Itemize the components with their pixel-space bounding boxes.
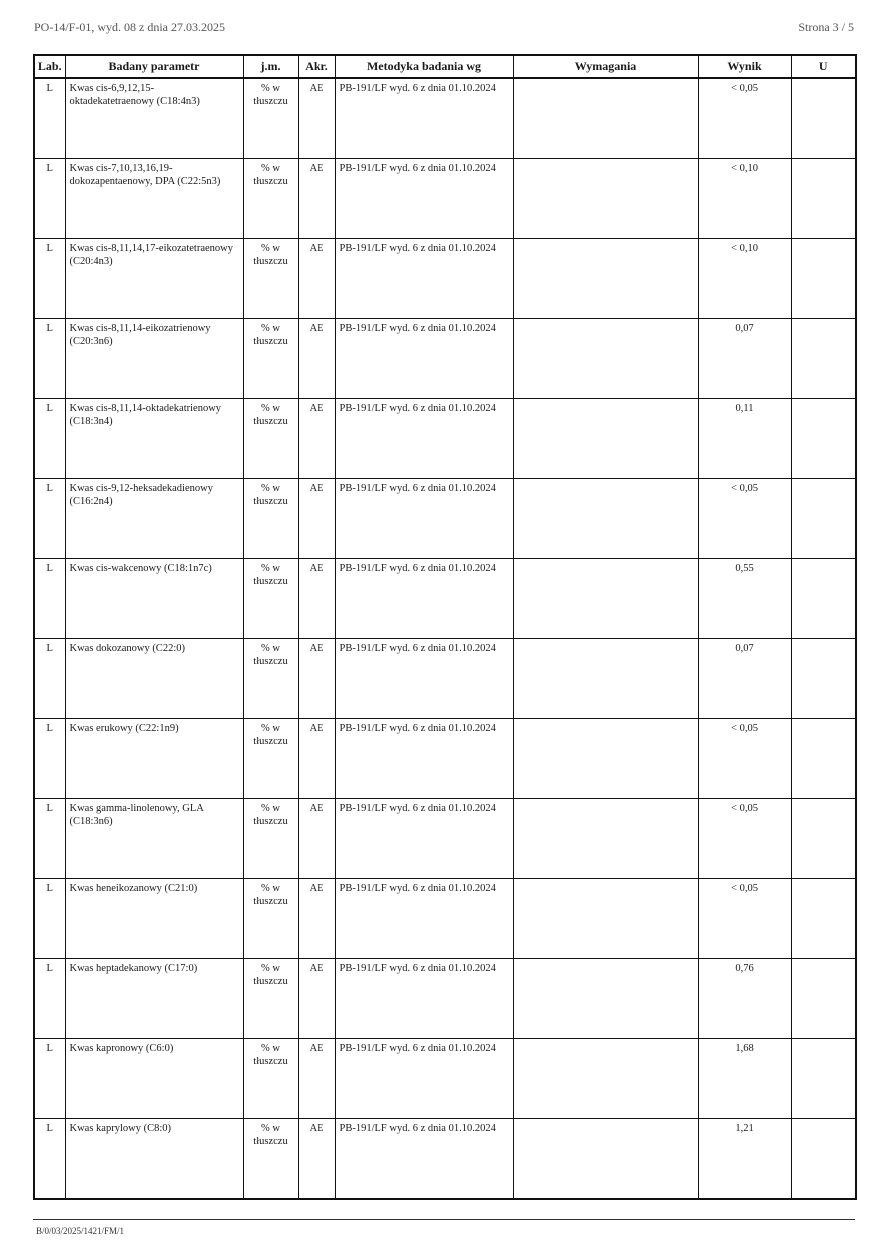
requirements-cell — [513, 719, 698, 799]
accreditation-cell: AE — [298, 319, 335, 399]
accreditation-cell: AE — [298, 959, 335, 1039]
method-cell: PB-191/LF wyd. 6 z dnia 01.10.2024 — [335, 319, 513, 399]
result-cell: 0,11 — [698, 399, 791, 479]
result-cell: < 0,10 — [698, 159, 791, 239]
parameter-cell: Kwas heptadekanowy (C17:0) — [65, 959, 243, 1039]
requirements-cell — [513, 78, 698, 159]
method-cell: PB-191/LF wyd. 6 z dnia 01.10.2024 — [335, 639, 513, 719]
lab-cell: L — [34, 239, 65, 319]
parameter-cell: Kwas kapronowy (C6:0) — [65, 1039, 243, 1119]
result-cell: < 0,10 — [698, 239, 791, 319]
requirements-cell — [513, 959, 698, 1039]
form-id: PO-14/F-01, wyd. 08 z dnia 27.03.2025 — [34, 20, 225, 34]
col-header-method: Metodyka badania wg — [335, 55, 513, 78]
col-header-result: Wynik — [698, 55, 791, 78]
parameter-cell: Kwas kaprylowy (C8:0) — [65, 1119, 243, 1200]
unit-cell: % w tłuszczu — [243, 319, 298, 399]
uncertainty-cell — [791, 1119, 856, 1200]
method-cell: PB-191/LF wyd. 6 z dnia 01.10.2024 — [335, 879, 513, 959]
requirements-cell — [513, 1119, 698, 1200]
lab-cell: L — [34, 959, 65, 1039]
result-cell: < 0,05 — [698, 879, 791, 959]
requirements-cell — [513, 559, 698, 639]
parameter-cell: Kwas cis-7,10,13,16,19-dokozapentaenowy, DPA (C22:5n3) — [65, 159, 243, 239]
method-cell: PB-191/LF wyd. 6 z dnia 01.10.2024 — [335, 1119, 513, 1200]
uncertainty-cell — [791, 559, 856, 639]
accreditation-cell: AE — [298, 78, 335, 159]
lab-cell: L — [34, 1039, 65, 1119]
lab-cell: L — [34, 159, 65, 239]
unit-cell: % w tłuszczu — [243, 78, 298, 159]
result-cell: < 0,05 — [698, 479, 791, 559]
result-cell: 0,76 — [698, 959, 791, 1039]
table-row — [34, 799, 856, 879]
col-header-requirements: Wymagania — [513, 55, 698, 78]
table-row — [34, 78, 856, 159]
uncertainty-cell — [791, 879, 856, 959]
parameter-cell: Kwas cis-6,9,12,15-oktadekatetraenowy (C18:4n3) — [65, 78, 243, 159]
unit-cell: % w tłuszczu — [243, 959, 298, 1039]
uncertainty-cell — [791, 959, 856, 1039]
method-cell: PB-191/LF wyd. 6 z dnia 01.10.2024 — [335, 559, 513, 639]
uncertainty-cell — [791, 1039, 856, 1119]
result-cell: 0,55 — [698, 559, 791, 639]
col-header-accreditation: Akr. — [298, 55, 335, 78]
requirements-cell — [513, 1039, 698, 1119]
table-row — [34, 319, 856, 399]
requirements-cell — [513, 239, 698, 319]
uncertainty-cell — [791, 639, 856, 719]
result-cell: 0,07 — [698, 319, 791, 399]
lab-cell: L — [34, 78, 65, 159]
method-cell: PB-191/LF wyd. 6 z dnia 01.10.2024 — [335, 799, 513, 879]
accreditation-cell: AE — [298, 159, 335, 239]
result-cell: 0,07 — [698, 639, 791, 719]
table-row — [34, 479, 856, 559]
result-cell: < 0,05 — [698, 799, 791, 879]
page-header — [34, 20, 854, 38]
accreditation-cell: AE — [298, 719, 335, 799]
parameter-cell: Kwas cis-wakcenowy (C18:1n7c) — [65, 559, 243, 639]
method-cell: PB-191/LF wyd. 6 z dnia 01.10.2024 — [335, 159, 513, 239]
lab-cell: L — [34, 1119, 65, 1200]
result-cell: < 0,05 — [698, 719, 791, 799]
unit-cell: % w tłuszczu — [243, 399, 298, 479]
parameter-cell: Kwas gamma-linolenowy, GLA (C18:3n6) — [65, 799, 243, 879]
accreditation-cell: AE — [298, 559, 335, 639]
accreditation-cell: AE — [298, 799, 335, 879]
result-cell: 1,21 — [698, 1119, 791, 1200]
col-header-lab: Lab. — [34, 55, 65, 78]
col-header-unit: j.m. — [243, 55, 298, 78]
parameter-cell: Kwas dokozanowy (C22:0) — [65, 639, 243, 719]
unit-cell: % w tłuszczu — [243, 479, 298, 559]
unit-cell: % w tłuszczu — [243, 799, 298, 879]
requirements-cell — [513, 399, 698, 479]
uncertainty-cell — [791, 239, 856, 319]
uncertainty-cell — [791, 719, 856, 799]
requirements-cell — [513, 479, 698, 559]
table-row — [34, 1119, 856, 1200]
accreditation-cell: AE — [298, 479, 335, 559]
requirements-cell — [513, 159, 698, 239]
unit-cell: % w tłuszczu — [243, 1039, 298, 1119]
parameter-cell: Kwas cis-9,12-heksadekadienowy (C16:2n4) — [65, 479, 243, 559]
method-cell: PB-191/LF wyd. 6 z dnia 01.10.2024 — [335, 1039, 513, 1119]
method-cell: PB-191/LF wyd. 6 z dnia 01.10.2024 — [335, 479, 513, 559]
unit-cell: % w tłuszczu — [243, 719, 298, 799]
uncertainty-cell — [791, 319, 856, 399]
table-row — [34, 719, 856, 799]
table-row — [34, 559, 856, 639]
lab-cell: L — [34, 879, 65, 959]
table-row — [34, 239, 856, 319]
col-header-uncertainty: U — [791, 55, 856, 78]
lab-cell: L — [34, 799, 65, 879]
uncertainty-cell — [791, 78, 856, 159]
accreditation-cell: AE — [298, 879, 335, 959]
table-row — [34, 399, 856, 479]
page-number: Strona 3 / 5 — [798, 20, 854, 34]
parameter-cell: Kwas cis-8,11,14-oktadekatrienowy (C18:3n4) — [65, 399, 243, 479]
uncertainty-cell — [791, 159, 856, 239]
parameter-cell: Kwas cis-8,11,14,17-eikozatetraenowy (C20:4n3) — [65, 239, 243, 319]
footer-divider — [33, 1219, 855, 1220]
requirements-cell — [513, 639, 698, 719]
result-cell: < 0,05 — [698, 78, 791, 159]
unit-cell: % w tłuszczu — [243, 239, 298, 319]
table-row — [34, 959, 856, 1039]
table-row — [34, 159, 856, 239]
table-header-row — [34, 55, 856, 78]
parameter-cell: Kwas erukowy (C22:1n9) — [65, 719, 243, 799]
accreditation-cell: AE — [298, 239, 335, 319]
lab-cell: L — [34, 639, 65, 719]
requirements-cell — [513, 799, 698, 879]
results-table — [33, 54, 857, 1200]
parameter-cell: Kwas cis-8,11,14-eikozatrienowy (C20:3n6) — [65, 319, 243, 399]
parameter-cell: Kwas heneikozanowy (C21:0) — [65, 879, 243, 959]
accreditation-cell: AE — [298, 1039, 335, 1119]
method-cell: PB-191/LF wyd. 6 z dnia 01.10.2024 — [335, 399, 513, 479]
method-cell: PB-191/LF wyd. 6 z dnia 01.10.2024 — [335, 719, 513, 799]
unit-cell: % w tłuszczu — [243, 639, 298, 719]
accreditation-cell: AE — [298, 1119, 335, 1200]
uncertainty-cell — [791, 399, 856, 479]
result-cell: 1,68 — [698, 1039, 791, 1119]
unit-cell: % w tłuszczu — [243, 1119, 298, 1200]
unit-cell: % w tłuszczu — [243, 879, 298, 959]
lab-cell: L — [34, 559, 65, 639]
report-id: B/0/03/2025/1421/FM/1 — [36, 1226, 125, 1236]
accreditation-cell: AE — [298, 399, 335, 479]
accreditation-cell: AE — [298, 639, 335, 719]
method-cell: PB-191/LF wyd. 6 z dnia 01.10.2024 — [335, 78, 513, 159]
lab-cell: L — [34, 319, 65, 399]
uncertainty-cell — [791, 479, 856, 559]
requirements-cell — [513, 319, 698, 399]
lab-cell: L — [34, 719, 65, 799]
method-cell: PB-191/LF wyd. 6 z dnia 01.10.2024 — [335, 959, 513, 1039]
requirements-cell — [513, 879, 698, 959]
uncertainty-cell — [791, 799, 856, 879]
unit-cell: % w tłuszczu — [243, 159, 298, 239]
lab-cell: L — [34, 399, 65, 479]
table-row — [34, 879, 856, 959]
method-cell: PB-191/LF wyd. 6 z dnia 01.10.2024 — [335, 239, 513, 319]
table-row — [34, 639, 856, 719]
unit-cell: % w tłuszczu — [243, 559, 298, 639]
col-header-parameter: Badany parametr — [65, 55, 243, 78]
table-row — [34, 1039, 856, 1119]
lab-cell: L — [34, 479, 65, 559]
